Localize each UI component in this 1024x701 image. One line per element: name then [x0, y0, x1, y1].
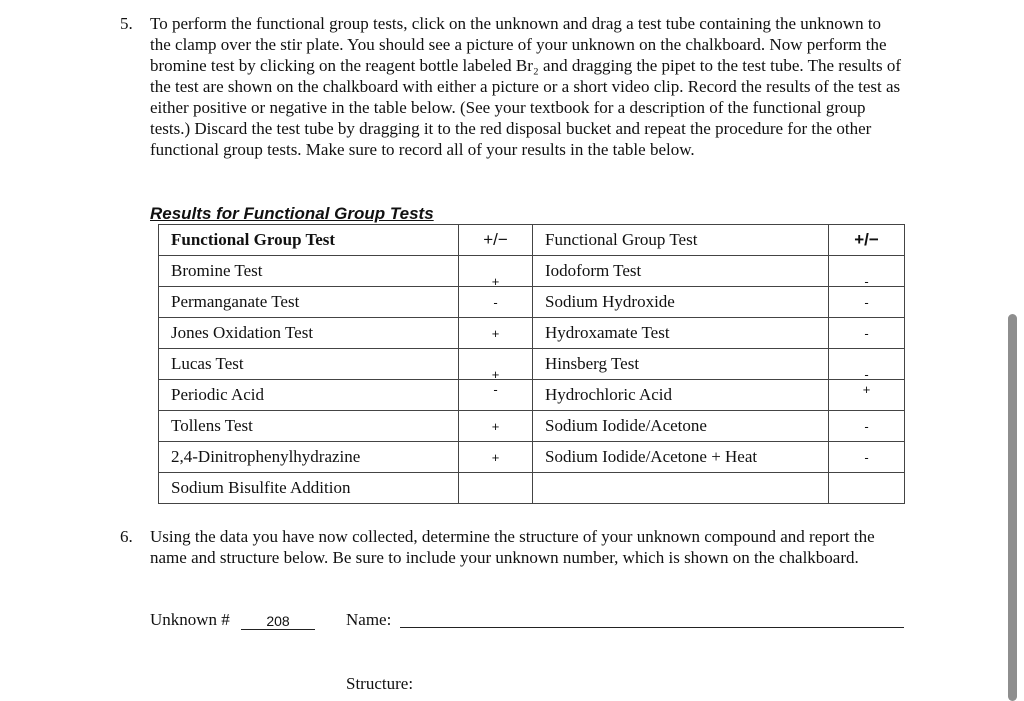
right-test-result[interactable]: -	[829, 318, 905, 349]
right-test-name[interactable]	[533, 473, 829, 504]
right-test-result[interactable]: -	[829, 256, 905, 287]
table-row	[159, 318, 905, 349]
left-test-name: 2,4-Dinitrophenylhydrazine	[159, 442, 459, 473]
right-test-name: Sodium Iodide/Acetone + Heat	[533, 442, 829, 473]
right-test-result[interactable]: -	[829, 442, 905, 473]
left-test-result[interactable]	[459, 473, 533, 504]
header-right-test: Functional Group Test	[533, 225, 829, 256]
name-field[interactable]	[400, 627, 904, 628]
right-test-name: Hinsberg Test	[533, 349, 829, 380]
left-test-name: Jones Oxidation Test	[159, 318, 459, 349]
left-test-result[interactable]: -	[459, 287, 533, 318]
right-test-name: Iodoform Test	[533, 256, 829, 287]
left-test-name: Lucas Test	[159, 349, 459, 380]
right-test-result[interactable]: -	[829, 411, 905, 442]
question-5-text: To perform the functional group tests, click on the unknown and drag a test tube containing the unknown to the clamp over the stir plate. You should see a picture of your unknown on the chalkboard. Now perform the bromine test by clicking on the reagent bottle labeled Br₂ and dragging the pipet to the test tube. The results of the test are shown on the chalkboard with either a picture or a short video clip. Record the results of the test as either positive or negative in the table below. (See your textbook for a description of the functional group tests.) Discard the test tube by dragging it to the red disposal bucket and repeat the procedure for the other functional group tests. Make sure to record all of your results in the table below.	[150, 14, 902, 159]
table-row	[159, 349, 905, 380]
header-left-test: Functional Group Test	[159, 225, 459, 256]
left-test-result[interactable]: +	[459, 411, 533, 442]
results-table	[158, 224, 905, 504]
left-test-name: Tollens Test	[159, 411, 459, 442]
question-6-text: Using the data you have now collected, determine the structure of your unknown compound and report the name and structure below. Be sure to include your unknown number, which is shown on the chalkboard.	[150, 527, 875, 567]
table-row	[159, 380, 905, 411]
right-test-name: Hydroxamate Test	[533, 318, 829, 349]
left-test-name: Bromine Test	[159, 256, 459, 287]
right-test-result[interactable]: -	[829, 349, 905, 380]
right-test-result[interactable]	[829, 473, 905, 504]
table-row	[159, 411, 905, 442]
structure-label: Structure:	[346, 674, 414, 693]
left-test-name: Periodic Acid	[159, 380, 459, 411]
left-test-result[interactable]: +	[459, 442, 533, 473]
table-row	[159, 442, 905, 473]
table-row	[159, 287, 905, 318]
left-test-result[interactable]: -	[459, 380, 533, 411]
header-left-result: +/−	[459, 225, 533, 256]
question-6-number: 6.	[120, 527, 133, 546]
table-row	[159, 256, 905, 287]
question-5-number: 5.	[120, 14, 133, 33]
unknown-number-field[interactable]: 208	[241, 613, 315, 630]
left-test-name: Permanganate Test	[159, 287, 459, 318]
vertical-scrollbar[interactable]	[1008, 314, 1017, 701]
right-test-name: Sodium Iodide/Acetone	[533, 411, 829, 442]
name-label: Name:	[346, 610, 392, 629]
header-right-result: +/−	[829, 225, 905, 256]
left-test-result[interactable]: +	[459, 349, 533, 380]
right-test-name: Sodium Hydroxide	[533, 287, 829, 318]
right-test-result[interactable]: +	[829, 380, 905, 411]
left-test-result[interactable]: +	[459, 256, 533, 287]
table-header-row	[159, 225, 905, 256]
unknown-number-label: Unknown #	[150, 610, 230, 629]
results-table-title: Results for Functional Group Tests	[150, 204, 434, 223]
right-test-name: Hydrochloric Acid	[533, 380, 829, 411]
left-test-result[interactable]: +	[459, 318, 533, 349]
table-row	[159, 473, 905, 504]
left-test-name: Sodium Bisulfite Addition	[159, 473, 459, 504]
right-test-result[interactable]: -	[829, 287, 905, 318]
